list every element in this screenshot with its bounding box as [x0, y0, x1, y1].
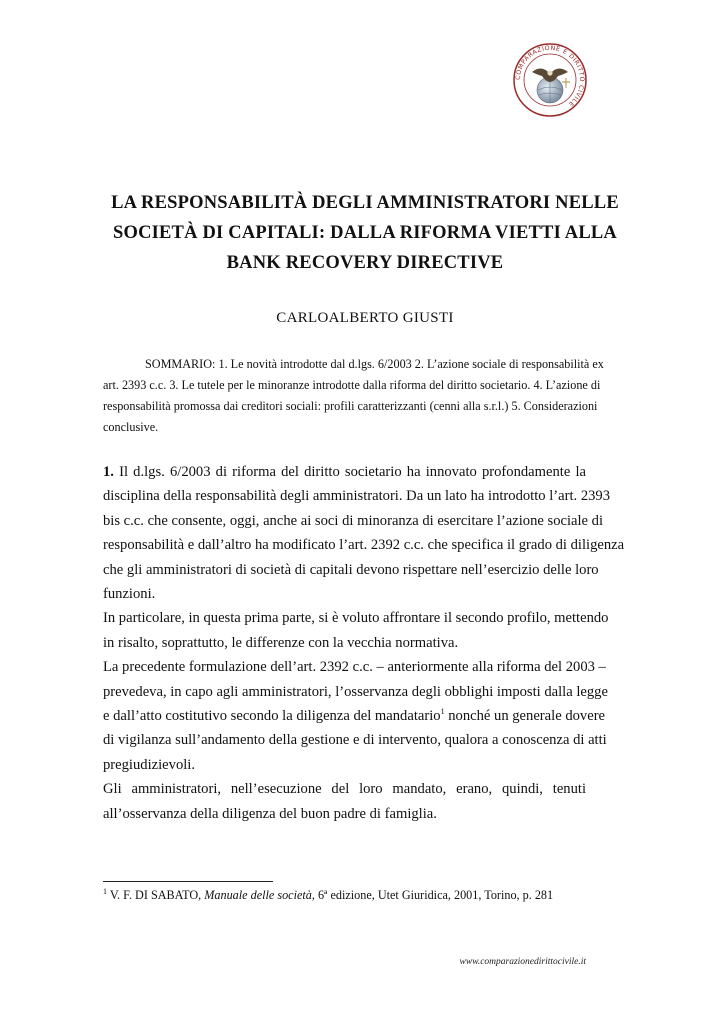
journal-seal-icon — [512, 42, 588, 118]
footnote-book-title: Manuale delle società — [204, 888, 312, 902]
footnote-text: V. F. DI SABATO, — [107, 888, 205, 902]
summary-line: conclusive. — [103, 420, 159, 434]
body-line: pregiudizievoli. — [103, 756, 195, 773]
section-1-body — [103, 460, 625, 826]
footnote — [103, 888, 586, 903]
body-line: responsabilità e dall’altro ha modificato l’art. 2392 c.c. che specifica il grado di diligenza — [103, 537, 625, 554]
body-line: bis c.c. che consente, oggi, anche ai soci di minoranza di esercitare l’azione sociale di — [103, 512, 604, 529]
logo-ring-text: COMPARAZIONE E DIRITTO CIVILE — [514, 44, 586, 108]
summary-block — [103, 354, 604, 438]
body-line: e dall’atto costitutivo secondo la diligenza del mandatario — [103, 708, 441, 725]
footer-website[interactable]: www.comparazionedirittocivile.it — [459, 957, 586, 967]
body-line: nonché un generale dovere — [444, 708, 606, 725]
title-line: LA RESPONSABILITÀ DEGLI AMMINISTRATORI NELLE — [111, 193, 619, 213]
footnote-reference[interactable]: 1 — [440, 707, 445, 717]
author-name: CARLOALBERTO GIUSTI — [276, 310, 454, 326]
section-number: 1. — [103, 464, 114, 480]
footnote-text: , 6ª edizione, Utet Giuridica, 2001, Torino, p. 281 — [311, 888, 554, 902]
footnote-number: 1 — [103, 887, 107, 896]
title-line: BANK RECOVERY DIRECTIVE — [226, 253, 504, 273]
body-line: prevedeva, in capo agli amministratori, l’osservanza degli obblighi imposti dalla legge — [103, 683, 608, 700]
article-title — [90, 188, 640, 278]
footnote-separator — [103, 881, 273, 882]
journal-logo — [512, 42, 588, 118]
body-line: disciplina della responsabilità degli amministratori. Da un lato ha introdotto l’art. 2393 — [103, 488, 611, 505]
body-line: di vigilanza sull’andamento della gestione e di intervento, qualora a conoscenza di atti — [103, 732, 607, 749]
body-line: Gli amministratori, nell’esecuzione del loro mandato, erano, quindi, tenuti — [103, 781, 586, 798]
body-line: La precedente formulazione dell’art. 2392 c.c. – anteriormente alla riforma del 2003 – — [103, 659, 606, 676]
summary-line: SOMMARIO: 1. Le novità introdotte dal d.lgs. 6/2003 2. L’azione sociale di responsabilità ex — [145, 357, 604, 371]
summary-line: responsabilità promossa dai creditori sociali: profili caratterizzanti (cenni alla s.r.l.) 5. Considerazioni — [103, 399, 598, 413]
body-line: Il d.lgs. 6/2003 di riforma del diritto societario ha innovato profondamente la — [113, 464, 586, 480]
summary-line: art. 2393 c.c. 3. Le tutele per le minoranze introdotte dalla riforma del diritto societario. 4. L’azione di — [103, 378, 601, 392]
title-line: SOCIETÀ DI CAPITALI: DALLA RIFORMA VIETTI ALLA — [112, 223, 617, 243]
body-line: funzioni. — [103, 586, 156, 603]
body-line: in risalto, soprattutto, le differenze con la vecchia normativa. — [103, 634, 459, 651]
body-line: In particolare, in questa prima parte, si è voluto affrontare il secondo profilo, mettendo — [103, 610, 609, 627]
body-line: che gli amministratori di società di capitali devono rispettare nell’esercizio delle loro — [103, 561, 599, 578]
body-line: all’osservanza della diligenza del buon padre di famiglia. — [103, 805, 437, 822]
